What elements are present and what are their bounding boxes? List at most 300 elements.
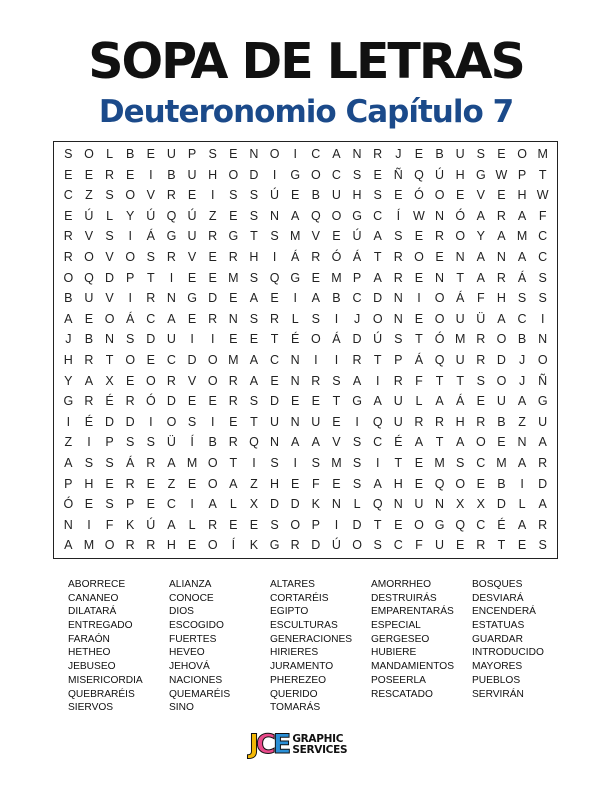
grid-letter: Q (455, 517, 466, 532)
grid-letter: Q (372, 497, 383, 512)
grid-letter: C (538, 250, 548, 265)
grid-letter: A (476, 208, 485, 223)
grid-letter: N (63, 517, 73, 532)
grid-letter: A (249, 353, 259, 368)
grid-letter: E (229, 517, 238, 532)
word-item: ALTARES (270, 579, 315, 590)
grid-letter: É (84, 414, 94, 429)
word-item: ESCOGIDO (169, 620, 224, 632)
grid-letter: T (538, 167, 547, 182)
grid-letter: O (310, 167, 321, 182)
grid-letter: S (187, 414, 197, 429)
grid-letter: E (187, 311, 197, 326)
grid-letter: S (229, 188, 238, 203)
grid-letter: R (208, 311, 218, 326)
word-item: ESPECIAL (371, 620, 421, 632)
word-item: CANANEO (68, 592, 119, 604)
grid-letter: N (393, 311, 403, 326)
grid-letter: O (290, 517, 301, 532)
grid-letter: I (334, 353, 339, 368)
grid-letter: N (331, 497, 341, 512)
grid-letter: L (188, 517, 196, 532)
grid-letter: S (249, 311, 259, 326)
grid-letter: E (497, 147, 506, 162)
grid-letter: O (455, 476, 466, 491)
grid-letter: I (355, 414, 359, 429)
grid-letter: A (517, 208, 527, 223)
grid-letter: H (352, 188, 362, 203)
grid-letter: G (166, 229, 177, 244)
grid-letter: I (128, 229, 132, 244)
grid-letter: E (229, 208, 238, 223)
grid-letter: T (270, 332, 279, 347)
grid-letter: Í (231, 538, 236, 553)
word-column (371, 578, 472, 715)
grid-letter: V (187, 373, 197, 388)
grid-row (58, 535, 553, 556)
grid-letter: R (166, 373, 176, 388)
grid-letter: S (476, 373, 485, 388)
grid-letter: V (105, 291, 114, 306)
grid-letter: U (84, 291, 94, 306)
grid-letter: I (293, 456, 297, 471)
grid-letter: N (496, 250, 506, 265)
grid-letter: Ú (331, 538, 341, 553)
grid-letter: A (291, 208, 300, 223)
grid-letter: E (394, 188, 403, 203)
grid-letter: E (435, 250, 444, 265)
grid-letter: E (126, 373, 135, 388)
grid-letter: N (228, 311, 238, 326)
grid-letter: T (456, 373, 464, 388)
grid-letter: G (290, 167, 301, 182)
grid-letter: N (538, 332, 548, 347)
grid-letter: S (456, 456, 465, 471)
grid-letter: R (84, 353, 94, 368)
grid-letter: R (146, 538, 156, 553)
grid-letter: S (270, 456, 279, 471)
grid-letter: É (497, 517, 506, 532)
grid-letter: S (249, 188, 259, 203)
grid-letter: O (207, 476, 218, 491)
word-item: JURAMENTO (270, 661, 334, 673)
grid-letter: Ú (146, 208, 156, 223)
grid-letter: L (229, 497, 237, 512)
grid-letter: V (84, 229, 94, 244)
grid-letter: E (291, 188, 300, 203)
grid-row (58, 144, 553, 165)
grid-letter: D (270, 394, 280, 409)
grid-letter: I (190, 497, 194, 512)
grid-letter: C (393, 538, 403, 553)
grid-letter: V (476, 188, 485, 203)
grid-letter: I (252, 456, 256, 471)
logo-text (292, 734, 347, 756)
grid-letter: Z (64, 435, 73, 450)
word-item: GENERACIONES (270, 633, 353, 645)
page-subtitle: Deuteronomio Capítulo 7 (98, 94, 514, 130)
grid-letter: O (496, 332, 507, 347)
jce-logo (249, 728, 365, 762)
grid-letter: M (228, 270, 239, 285)
grid-letter: Ü (476, 311, 486, 326)
word-item: HUBIERE (371, 647, 417, 659)
grid-letter: L (353, 497, 361, 512)
grid-letter: C (373, 435, 383, 450)
grid-letter: E (187, 538, 197, 553)
grid-letter: Z (250, 476, 258, 491)
grid-letter: E (476, 476, 485, 491)
grid-letter: E (187, 188, 197, 203)
word-item: DESTRUIRÁS (371, 592, 437, 604)
grid-letter: G (537, 394, 548, 409)
grid-letter: E (332, 229, 341, 244)
grid-letter: R (435, 414, 445, 429)
grid-letter: A (456, 435, 465, 450)
grid-letter: P (64, 476, 73, 491)
grid-letter: O (145, 373, 156, 388)
grid-letter: P (105, 435, 114, 450)
grid-letter: M (289, 229, 301, 244)
grid-letter: H (270, 476, 280, 491)
grid-row (58, 453, 553, 474)
grid-letter: V (311, 229, 320, 244)
letter-grid (58, 144, 553, 556)
logo-letter-c: C (256, 729, 273, 760)
grid-letter: C (146, 311, 156, 326)
grid-letter: O (352, 538, 362, 553)
grid-letter: D (105, 414, 115, 429)
grid-letter: R (476, 538, 486, 553)
grid-letter: O (84, 147, 94, 162)
grid-letter: N (290, 414, 300, 429)
grid-letter: U (270, 414, 280, 429)
grid-letter: A (64, 456, 73, 471)
grid-letter: E (456, 188, 465, 203)
grid-letter: N (393, 291, 403, 306)
grid-letter: C (517, 311, 527, 326)
grid-letter: Á (352, 250, 362, 265)
grid-letter: E (414, 456, 424, 471)
grid-letter: T (373, 517, 382, 532)
word-item: HEVEO (169, 647, 205, 659)
grid-letter: O (414, 517, 424, 532)
grid-letter: E (187, 476, 197, 491)
grid-letter: G (228, 229, 239, 244)
grid-letter: Z (167, 476, 176, 491)
grid-letter: X (105, 373, 114, 388)
grid-letter: I (520, 476, 524, 491)
grid-letter: A (497, 311, 506, 326)
grid-letter: P (517, 167, 527, 182)
grid-letter: Í (190, 435, 194, 450)
grid-letter: E (373, 167, 382, 182)
grid-letter: D (208, 291, 218, 306)
grid-letter: U (166, 147, 176, 162)
grid-letter: E (105, 476, 114, 491)
grid-letter: Á (126, 311, 135, 326)
grid-letter: S (538, 538, 547, 553)
grid-letter: Z (85, 188, 93, 203)
grid-letter: Ú (435, 167, 445, 182)
grid-letter: S (373, 188, 382, 203)
grid-letter: D (187, 353, 197, 368)
grid-letter: E (414, 476, 424, 491)
grid-letter: U (455, 353, 465, 368)
grid-row (58, 329, 553, 350)
word-item: ALIANZA (169, 579, 212, 590)
grid-letter: A (538, 435, 547, 450)
grid-letter: E (84, 311, 94, 326)
word-item: MAYORES (472, 661, 523, 673)
grid-letter: E (146, 476, 155, 491)
grid-letter: D (373, 291, 383, 306)
grid-letter: S (208, 147, 217, 162)
word-column (270, 578, 371, 715)
grid-letter: S (249, 270, 259, 285)
grid-letter: N (517, 435, 527, 450)
word-list (68, 578, 568, 715)
grid-letter: O (537, 353, 548, 368)
grid-letter: B (435, 147, 444, 162)
grid-letter: R (476, 414, 486, 429)
grid-letter: F (105, 517, 114, 532)
grid-letter: V (146, 188, 155, 203)
grid-letter: T (250, 229, 258, 244)
grid-letter: B (497, 414, 506, 429)
grid-letter: I (87, 435, 91, 450)
grid-letter: M (454, 332, 466, 347)
grid-letter: T (435, 435, 444, 450)
grid-letter: S (538, 270, 547, 285)
grid-letter: Y (64, 373, 73, 388)
grid-letter: M (537, 147, 548, 162)
word-item: CONOCE (169, 592, 214, 604)
grid-letter: D (290, 497, 300, 512)
grid-letter: S (249, 208, 259, 223)
grid-letter: E (146, 497, 155, 512)
grid-letter: S (249, 394, 259, 409)
grid-letter: M (496, 456, 507, 471)
grid-letter: U (455, 311, 465, 326)
grid-letter: Ó (145, 394, 156, 409)
grid-letter: Ó (63, 497, 74, 512)
grid-letter: R (146, 456, 156, 471)
grid-letter: E (64, 208, 73, 223)
grid-letter: T (105, 353, 114, 368)
grid-letter: E (414, 229, 424, 244)
grid-letter: Á (146, 229, 155, 244)
word-item: ESCULTURAS (270, 620, 338, 632)
word-item: QUERIDO (270, 688, 318, 700)
grid-letter: G (269, 538, 280, 553)
grid-letter: Q (414, 167, 424, 182)
grid-letter: Ó (434, 332, 445, 347)
word-item: DILATARÁ (68, 606, 117, 618)
grid-letter: É (105, 394, 114, 409)
grid-letter: M (516, 229, 528, 244)
grid-letter: C (166, 497, 176, 512)
word-item: DIOS (169, 606, 194, 618)
grid-letter: E (476, 394, 485, 409)
grid-letter: Q (166, 208, 177, 223)
grid-letter: J (395, 147, 402, 162)
word-item: SERVIRÁN (472, 688, 524, 700)
grid-letter: R (311, 250, 321, 265)
grid-letter: Ñ (393, 167, 403, 182)
logo-letter-j: J (249, 729, 257, 760)
grid-letter: Z (518, 414, 526, 429)
grid-letter: U (435, 538, 445, 553)
grid-letter: R (228, 435, 238, 450)
grid-letter: B (64, 291, 73, 306)
grid-letter: R (166, 188, 176, 203)
grid-letter: O (125, 353, 136, 368)
grid-letter: R (105, 167, 115, 182)
grid-letter: E (332, 476, 341, 491)
grid-letter: D (249, 167, 259, 182)
grid-letter: Y (476, 229, 485, 244)
grid-letter: V (105, 250, 114, 265)
grid-row (58, 371, 553, 392)
grid-letter: T (229, 456, 238, 471)
grid-letter: S (105, 229, 114, 244)
grid-letter: E (229, 291, 238, 306)
grid-letter: G (475, 167, 486, 182)
grid-letter: Q (372, 414, 383, 429)
grid-letter: N (270, 208, 280, 223)
grid-letter: R (311, 373, 321, 388)
grid-letter: E (84, 167, 94, 182)
grid-letter: E (187, 270, 197, 285)
word-item: ABORRECE (68, 579, 126, 590)
grid-letter: R (373, 147, 383, 162)
grid-letter: A (64, 538, 73, 553)
grid-row (58, 268, 553, 289)
word-item: GUARDAR (472, 633, 523, 645)
grid-letter: M (228, 353, 239, 368)
grid-letter: O (125, 188, 136, 203)
grid-letter: E (291, 476, 300, 491)
grid-letter: G (434, 517, 445, 532)
grid-letter: Ñ (538, 373, 548, 388)
grid-letter: I (149, 414, 153, 429)
grid-letter: A (373, 229, 382, 244)
grid-letter: E (229, 332, 238, 347)
grid-letter: C (270, 353, 280, 368)
logo-letter-e: E (272, 729, 289, 760)
word-item: JEHOVÁ (169, 661, 210, 673)
grid-letter: E (291, 394, 300, 409)
grid-letter: U (331, 188, 341, 203)
grid-letter: U (393, 414, 403, 429)
grid-letter: H (208, 167, 218, 182)
grid-letter: E (311, 394, 320, 409)
grid-letter: E (64, 167, 73, 182)
word-column (68, 578, 169, 715)
grid-letter: T (497, 538, 506, 553)
grid-letter: R (496, 270, 506, 285)
grid-letter: E (229, 414, 238, 429)
grid-letter: L (518, 497, 526, 512)
grid-letter: I (375, 456, 380, 471)
grid-letter: M (331, 270, 342, 285)
grid-letter: I (334, 517, 339, 532)
grid-letter: A (517, 456, 527, 471)
grid-letter: A (414, 435, 424, 450)
grid-letter: R (125, 394, 135, 409)
grid-letter: K (249, 538, 259, 553)
grid-row (58, 165, 553, 186)
grid-row (58, 494, 553, 515)
word-item: NACIONES (169, 674, 223, 686)
grid-letter: O (207, 353, 218, 368)
grid-letter: Ú (270, 188, 280, 203)
grid-letter: G (352, 208, 362, 223)
grid-letter: H (496, 291, 506, 306)
page-title: SOPA DE LETRAS (88, 33, 524, 90)
grid-letter: E (332, 414, 341, 429)
grid-letter: E (414, 311, 424, 326)
grid-letter: Q (269, 270, 280, 285)
grid-letter: T (394, 456, 403, 471)
grid-letter: P (187, 147, 197, 162)
grid-letter: K (126, 517, 135, 532)
logo-line-1: GRAPHIC (292, 733, 344, 745)
grid-letter: O (372, 311, 383, 326)
grid-letter: O (310, 332, 321, 347)
grid-letter: A (167, 456, 176, 471)
grid-letter: A (84, 373, 94, 388)
word-item: QUEBRARÉIS (68, 688, 135, 700)
grid-letter: R (228, 394, 238, 409)
grid-letter: F (538, 208, 547, 223)
grid-letter: D (270, 497, 280, 512)
grid-letter: S (352, 476, 362, 491)
grid-letter: S (126, 332, 135, 347)
word-item: FARAÓN (68, 633, 110, 645)
grid-letter: I (417, 291, 421, 306)
grid-letter: O (269, 147, 280, 162)
grid-letter: Ú (146, 517, 156, 532)
grid-letter: C (331, 167, 341, 182)
grid-row (58, 309, 553, 330)
grid-letter: D (538, 476, 548, 491)
grid-letter: R (228, 250, 238, 265)
grid-letter: N (166, 291, 176, 306)
grid-letter: O (434, 188, 445, 203)
grid-letter: I (272, 167, 277, 182)
grid-letter: E (517, 538, 527, 553)
grid-letter: I (293, 291, 297, 306)
grid-letter: N (352, 147, 362, 162)
grid-row (58, 432, 553, 453)
grid-letter: I (272, 250, 277, 265)
grid-letter: Ó (455, 208, 466, 223)
grid-letter: I (190, 332, 194, 347)
word-item: PUEBLOS (472, 674, 521, 686)
grid-row (58, 185, 553, 206)
grid-letter: G (352, 394, 362, 409)
grid-letter: E (187, 394, 197, 409)
word-column (472, 578, 568, 715)
grid-letter: A (332, 147, 341, 162)
grid-letter: S (105, 456, 114, 471)
grid-letter: D (496, 353, 506, 368)
grid-letter: S (352, 456, 362, 471)
grid-letter: G (290, 270, 301, 285)
grid-letter: P (126, 270, 135, 285)
